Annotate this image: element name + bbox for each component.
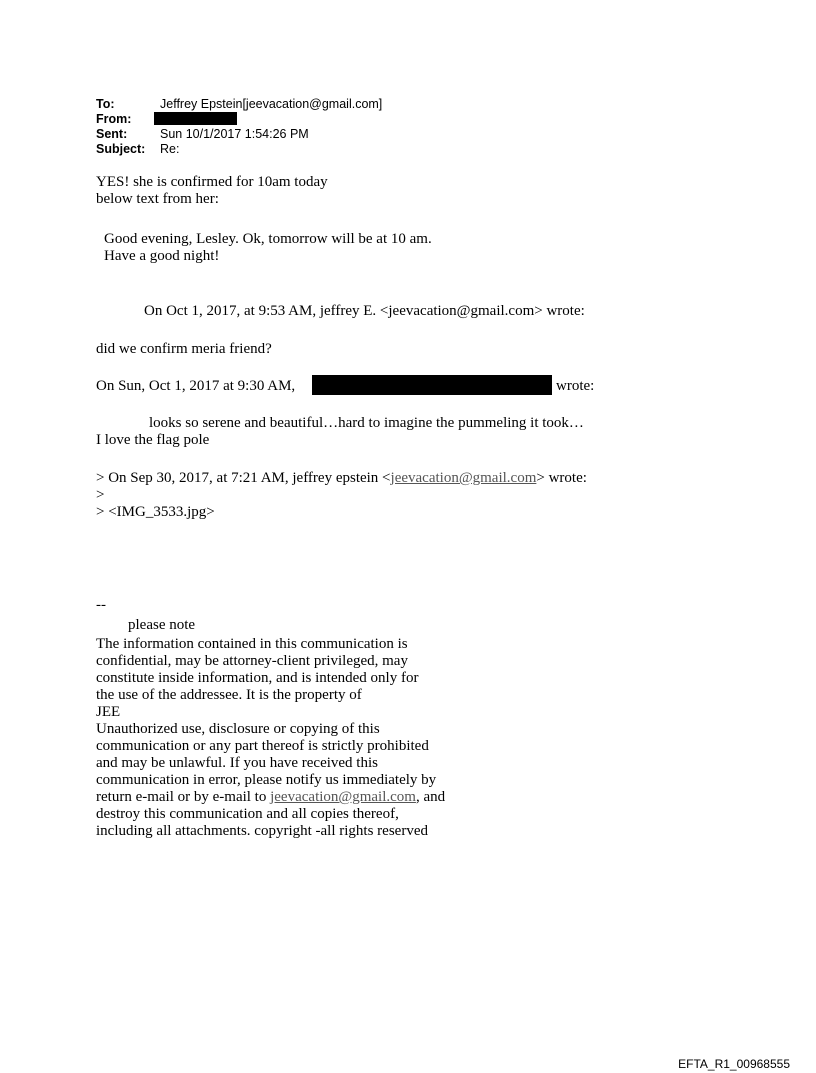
disclaimer-line: JEE (96, 704, 121, 720)
disclaimer-line: the use of the addressee. It is the property of (96, 687, 362, 703)
document-id: EFTA_R1_00968555 (678, 1057, 790, 1071)
body-line-2: below text from her: (96, 191, 219, 207)
quoted-prefix: > On Sep 30, 2017, at 7:21 AM, jeffrey epstein < (96, 470, 391, 486)
disclaimer-line: communication or any part thereof is strictly prohibited (96, 738, 429, 754)
disclaimer-line: Unauthorized use, disclosure or copying of this (96, 721, 380, 737)
to-label: To: (96, 97, 115, 111)
disclaimer-line: destroy this communication and all copies thereof, (96, 806, 399, 822)
reply-header-sun-suffix: wrote: (556, 378, 595, 394)
signature-dashes: -- (96, 597, 106, 613)
attachment-line: > <IMG_3533.jpg> (96, 504, 215, 520)
disclaimer-line: including all attachments. copyright -all rights reserved (96, 823, 428, 839)
disclaimer-line: constitute inside information, and is intended only for (96, 670, 419, 686)
return-suffix: , and (415, 789, 446, 805)
quoted-email-link[interactable]: jeevacation@gmail.com (390, 470, 537, 486)
to-value: Jeffrey Epstein[jeevacation@gmail.com] (160, 97, 383, 111)
disclaimer-line: and may be unlawful. If you have received this (96, 755, 378, 771)
disclaimer-line: The information contained in this communication is (96, 636, 408, 652)
quoted-text-1: Good evening, Lesley. Ok, tomorrow will be at 10 am. (104, 231, 432, 247)
return-prefix: return e-mail or by e-mail to (96, 789, 271, 805)
sender-redaction (312, 375, 552, 395)
from-redaction (154, 112, 237, 125)
body-line-1: YES! she is confirmed for 10am today (96, 174, 328, 190)
return-email-link[interactable]: jeevacation@gmail.com (270, 789, 416, 805)
serene-line: looks so serene and beautiful…hard to imagine the pummeling it took… (149, 415, 584, 431)
reply-header-sun (96, 378, 295, 395)
confirm-question: did we confirm meria friend? (96, 341, 272, 357)
quoted-text-2: Have a good night! (104, 248, 220, 264)
reply-header-oct1: On Oct 1, 2017, at 9:53 AM, jeffrey E. <jeevacation@gmail.com> wrote: (144, 303, 585, 319)
please-note: please note (128, 617, 196, 633)
disclaimer-return-line (96, 789, 445, 806)
flag-line: I love the flag pole (96, 432, 210, 448)
quoted-reply-header (96, 470, 587, 487)
disclaimer-line: communication in error, please notify us immediately by (96, 772, 437, 788)
subject-label: Subject: (96, 142, 146, 156)
reply-header-sun-prefix: On Sun, Oct 1, 2017 at 9:30 AM, (96, 378, 296, 394)
disclaimer-line: confidential, may be attorney-client privileged, may (96, 653, 408, 669)
from-label: From: (96, 112, 132, 126)
quote-marker: > (96, 487, 105, 503)
subject-value: Re: (160, 142, 180, 156)
sent-value: Sun 10/1/2017 1:54:26 PM (160, 127, 309, 141)
quoted-suffix: > wrote: (536, 470, 587, 486)
sent-label: Sent: (96, 127, 128, 141)
